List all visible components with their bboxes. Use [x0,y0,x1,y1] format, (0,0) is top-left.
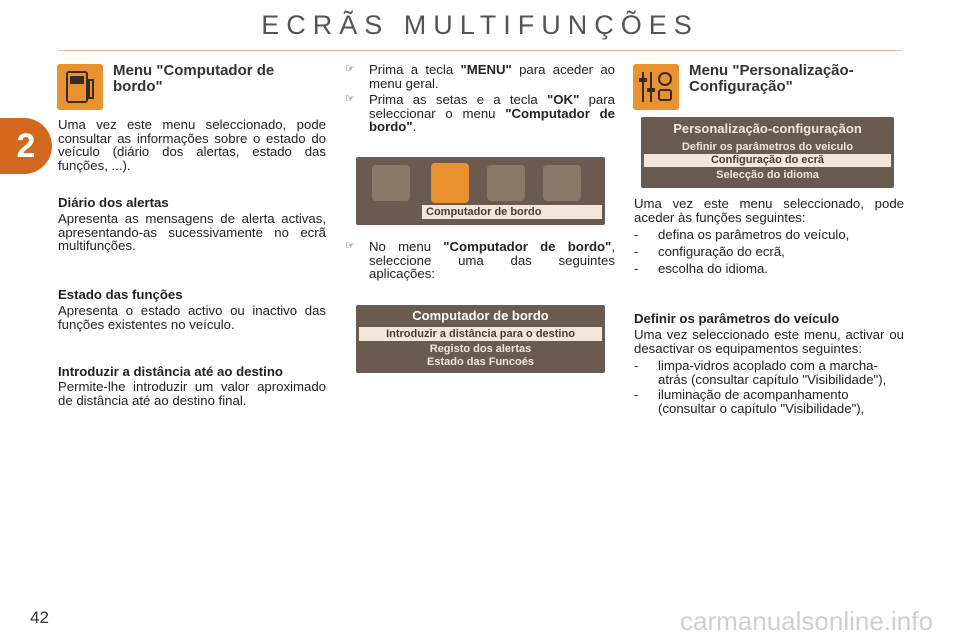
section-title-alerts: Diário dos alertas [58,195,169,210]
section-text-alerts: Apresenta as mensagens de alerta activas, apresentando-as sucessivamente no ecrã multifunções. [58,211,326,253]
menu-item[interactable]: Registo dos alertas [429,343,532,355]
main-menu-screen [356,157,605,225]
list-item: - defina os parâmetros do veículo, [634,227,850,242]
list-item: - limpa-vidros acoplado com a marcha-atrás (consultar capítulo "Visibilidade"), [634,358,887,387]
section-title-distance: Introduzir a distância até ao destino [58,364,283,379]
screen-title: Computador de bordo [412,308,549,323]
main-menu-label[interactable]: Computador de bordo [422,205,602,219]
list-item: - configuração do ecrã, [634,244,785,259]
step-menu: ☞ Prima a tecla "MENU" para aceder ao menu geral. [345,62,615,91]
pointer-icon: ☞ [345,93,355,105]
section-title-vehicle-params: Definir os parâmetros do veículo [634,311,840,326]
menu-item[interactable]: Selecção do idioma [716,169,819,181]
pointer-icon: ☞ [345,63,355,75]
watermark: carmanualsonline.info [680,606,933,636]
section-text-status: Apresenta o estado activo ou inactivo das funções existentes no veículo. [58,303,326,332]
title-divider [58,50,902,51]
section-title-status: Estado das funções [58,287,183,302]
settings-icon [633,64,679,110]
section-text-vehicle-params: Uma vez seleccionado este menu, activar ou desactivar os equipamentos seguintes: [634,327,904,356]
step-select: ☞ No menu "Computador de bordo", seleccione uma das seguintes aplicações: [345,239,615,281]
computer-menu-screen [356,305,605,373]
trip-computer-icon [431,163,469,203]
menu-item[interactable]: Definir os parâmetros do veiculo [681,141,854,153]
pointer-icon: ☞ [345,240,355,252]
page-title: ECRÃS MULTIFUNÇÕES [261,10,699,40]
trip-computer-icon [57,64,103,110]
phone-icon [543,165,581,201]
section-text-distance: Permite-lhe introduzir um valor aproximado de distância até ao destino final. [58,379,326,408]
list-item: - escolha do idioma. [634,261,768,276]
menu-item-selected[interactable]: Introduzir a distância para o destino [359,327,602,341]
settings-menu-heading: Menu "Personalização-Configuração" [689,62,854,95]
step-ok: ☞ Prima as setas e a tecla "OK" para seleccionar o menu "Computador de bordo". [345,92,615,134]
list-item: - iluminação de acompanhamento (consultar o capítulo "Visibilidade"), [634,387,865,416]
media-icon [372,165,410,201]
computer-intro: Uma vez este menu seleccionado, pode consultar as informações sobre o estado do veículo (diário dos alertas, estado das funções, ...). [58,117,326,173]
menu-item[interactable]: Estado das Funcoés [427,356,534,368]
chapter-tab: 2 [0,118,52,174]
settings-icon [487,165,525,201]
menu-item-selected[interactable]: Configuração do ecrã [644,154,891,167]
computer-menu-heading: Menu "Computador de bordo" [113,62,275,95]
page-number: 42 [30,608,49,627]
screen-title: Personalização-configuraçãon [673,121,862,136]
settings-intro: Uma vez este menu seleccionado, pode aceder às funções seguintes: [634,196,904,225]
settings-menu-screen [641,117,894,188]
